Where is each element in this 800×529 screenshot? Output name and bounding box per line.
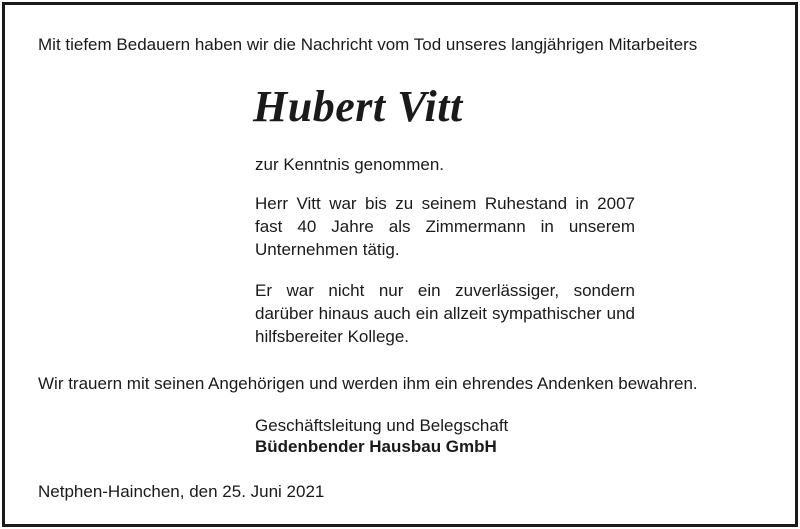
mourning-text: Wir trauern mit seinen Angehörigen und werden ihm ein ehrendes Andenken bewahren. [38, 374, 698, 393]
signature-block [255, 415, 508, 457]
place-date: Netphen-Hainchen, den 25. Juni 2021 [38, 482, 325, 501]
career-paragraph: Herr Vitt war bis zu seinem Ruhestand in 2007 fast 40 Jahre als Zimmermann in unserem Unternehmen tätig. [255, 194, 635, 259]
company-name: Büdenbender Hausbau GmbH [255, 437, 497, 456]
intro-text: Mit tiefem Bedauern haben wir die Nachricht vom Tod unseres langjährigen Mitarbeiters [38, 35, 698, 54]
obituary-notice [2, 2, 798, 527]
signers-label: Geschäftsleitung und Belegschaft [255, 416, 509, 435]
acknowledged-text: zur Kenntnis genommen. [255, 155, 444, 174]
tribute-paragraph: Er war nicht nur ein zuverlässiger, sondern darüber hinaus auch ein allzeit sympathischer und hilfsbereiter Kollege. [255, 281, 635, 346]
deceased-name: Hubert Vitt [253, 82, 463, 131]
